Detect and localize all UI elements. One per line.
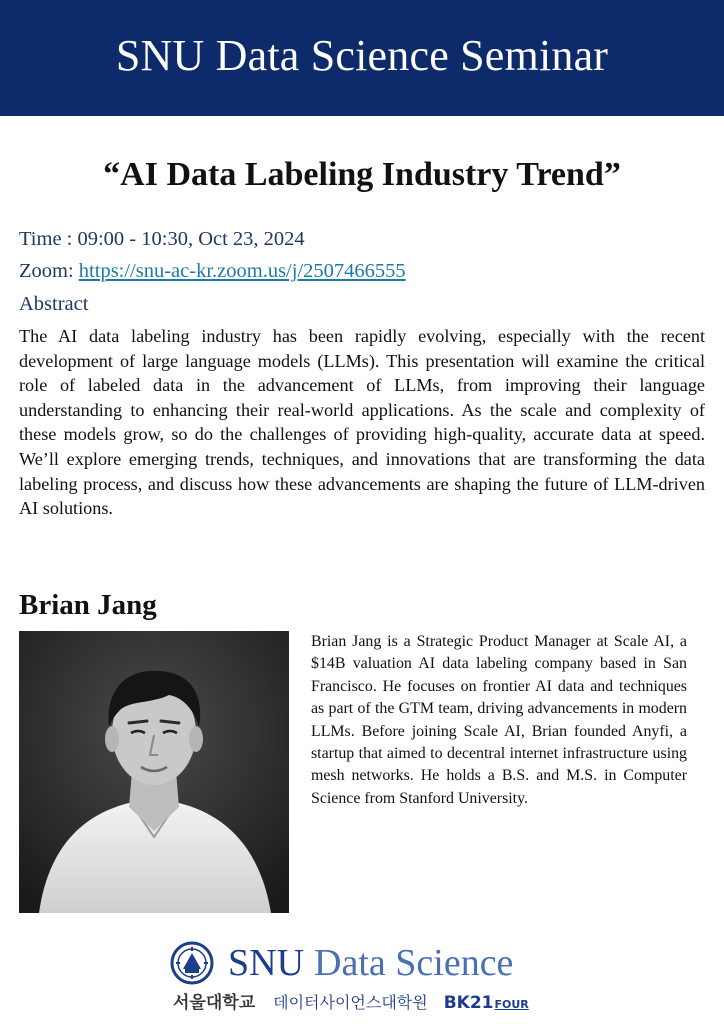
speaker-bio: Brian Jang is a Strategic Product Manager at Scale AI, a $14B valuation AI data labeling company based in San Francisco. He focuses on frontier AI data and techniques as part of the GTM team, driving advancements in modern LLMs. Before joining Scale AI, Brian founded Anyfi, a startup that aimed to decentral internet infrastructure using mesh networks. He holds a B.S. and M.S. in Computer Science from Stanford University.: [311, 633, 687, 807]
footer-logo: [170, 941, 513, 985]
speaker-name: Brian Jang: [19, 589, 157, 621]
affiliation-bk21: BK21: [443, 993, 494, 1013]
header-banner: [0, 0, 724, 116]
speaker-photo: [19, 631, 289, 913]
speaker-portrait-icon: [19, 631, 289, 913]
affiliation-gsds: 데이터사이언스대학원: [273, 993, 428, 1012]
footer-affiliations: [173, 988, 529, 1014]
abstract-text: The AI data labeling industry has been rapidly evolving, especially with the recent development of large language models (LLMs). This presentation will examine the critical role of labeled data in the advancement of LLMs, from improving their language understanding to enhancing their real-world applications. As the scale and complexity of these models grow, so do the challenges of providing high-quality, accurate data at speed. We’ll explore emerging trends, techniques, and innovations that are transforming the data labeling process, and discuss how these advancements are shaping the future of LLM-driven AI solutions.: [19, 326, 705, 519]
talk-zoom: [19, 260, 406, 283]
zoom-link[interactable]: https://snu-ac-kr.zoom.us/j/2507466555: [78, 260, 406, 282]
zoom-label: Zoom:: [19, 260, 79, 282]
talk-time: Time : 09:00 - 10:30, Oct 23, 2024: [19, 228, 305, 250]
affiliation-snu: 서울대학교: [173, 993, 256, 1013]
brand-data-science: Data Science: [314, 942, 514, 984]
seminar-title: SNU Data Science Seminar: [115, 30, 609, 80]
affiliation-four: FOUR: [494, 998, 529, 1011]
brand-snu: SNU: [228, 942, 305, 984]
abstract-heading: Abstract: [19, 293, 89, 315]
talk-title: “AI Data Labeling Industry Trend”: [103, 156, 621, 193]
snu-emblem-icon: [170, 941, 214, 985]
